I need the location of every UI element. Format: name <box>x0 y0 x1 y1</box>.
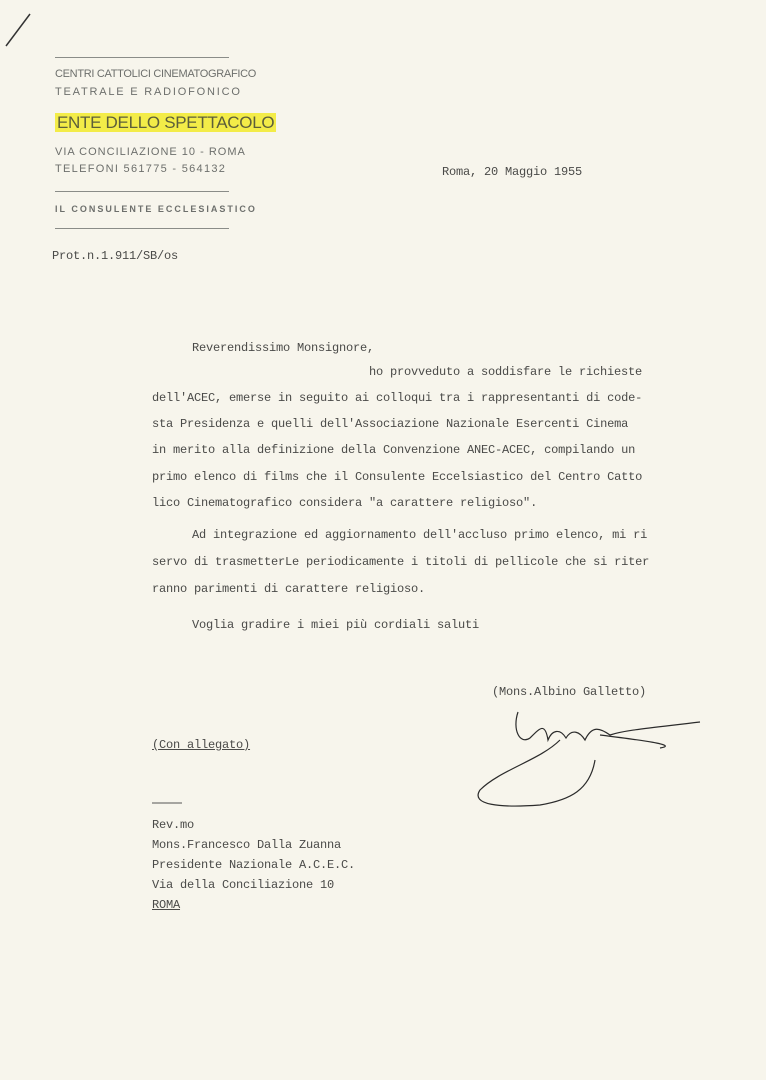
body-line: ho provveduto a soddisfare le richieste <box>369 365 643 379</box>
org-name: ENTE DELLO SPETTACOLO <box>57 113 275 132</box>
signatory-name: (Mons.Albino Galletto) <box>492 685 647 699</box>
handwritten-signature <box>478 712 700 806</box>
letterhead-rule <box>55 191 229 192</box>
letterhead-line1: CENTRI CATTOLICI CINEMATOGRAFICO <box>55 68 257 80</box>
enclosure-note: (Con allegato) <box>152 738 251 752</box>
closing-line: Voglia gradire i miei più cordiali saluti <box>192 618 480 632</box>
salutation: Reverendissimo Monsignore, <box>192 341 375 355</box>
letterhead-phones: TELEFONI 561775 - 564132 <box>55 163 227 175</box>
body-line: in merito alla definizione della Convenzione ANEC-ACEC, compilando un <box>152 443 636 457</box>
body-line: lico Cinematografico considera "a carattere religioso". <box>152 496 538 510</box>
letterhead-rule <box>55 57 229 58</box>
letterhead-rule <box>55 228 229 229</box>
recipient-city: ROMA <box>152 898 181 912</box>
slash-mark <box>6 14 30 46</box>
body-line: ranno parimenti di carattere religioso. <box>152 582 426 596</box>
recipient-line: Mons.Francesco Dalla Zuanna <box>152 838 342 852</box>
body-line: dell'ACEC, emerse in seguito ai colloqui tra i rappresentanti di code- <box>152 391 643 405</box>
recipient-line: Via della Conciliazione 10 <box>152 878 335 892</box>
letterhead-address: VIA CONCILIAZIONE 10 - ROMA <box>55 146 246 158</box>
body-line: sta Presidenza e quelli dell'Associazione Nazionale Esercenti Cinema <box>152 417 629 431</box>
recipient-line: Rev.mo <box>152 818 195 832</box>
body-line: primo elenco di films che il Consulente Eccelsiastico del Centro Catto <box>152 470 643 484</box>
body-line: Ad integrazione ed aggiornamento dell'accluso primo elenco, mi ri <box>192 528 648 542</box>
protocol-number: Prot.n.1.911/SB/os <box>52 249 179 263</box>
letter-date: Roma, 20 Maggio 1955 <box>442 165 583 179</box>
letterhead-line2: TEATRALE E RADIOFONICO <box>55 86 242 98</box>
recipient-line: Presidente Nazionale A.C.E.C. <box>152 858 356 872</box>
letterhead-office: IL CONSULENTE ECCLESIASTICO <box>55 204 257 214</box>
body-line: servo di trasmetterLe periodicamente i titoli di pellicole che si riter <box>152 555 650 569</box>
letterhead-org <box>55 113 275 133</box>
